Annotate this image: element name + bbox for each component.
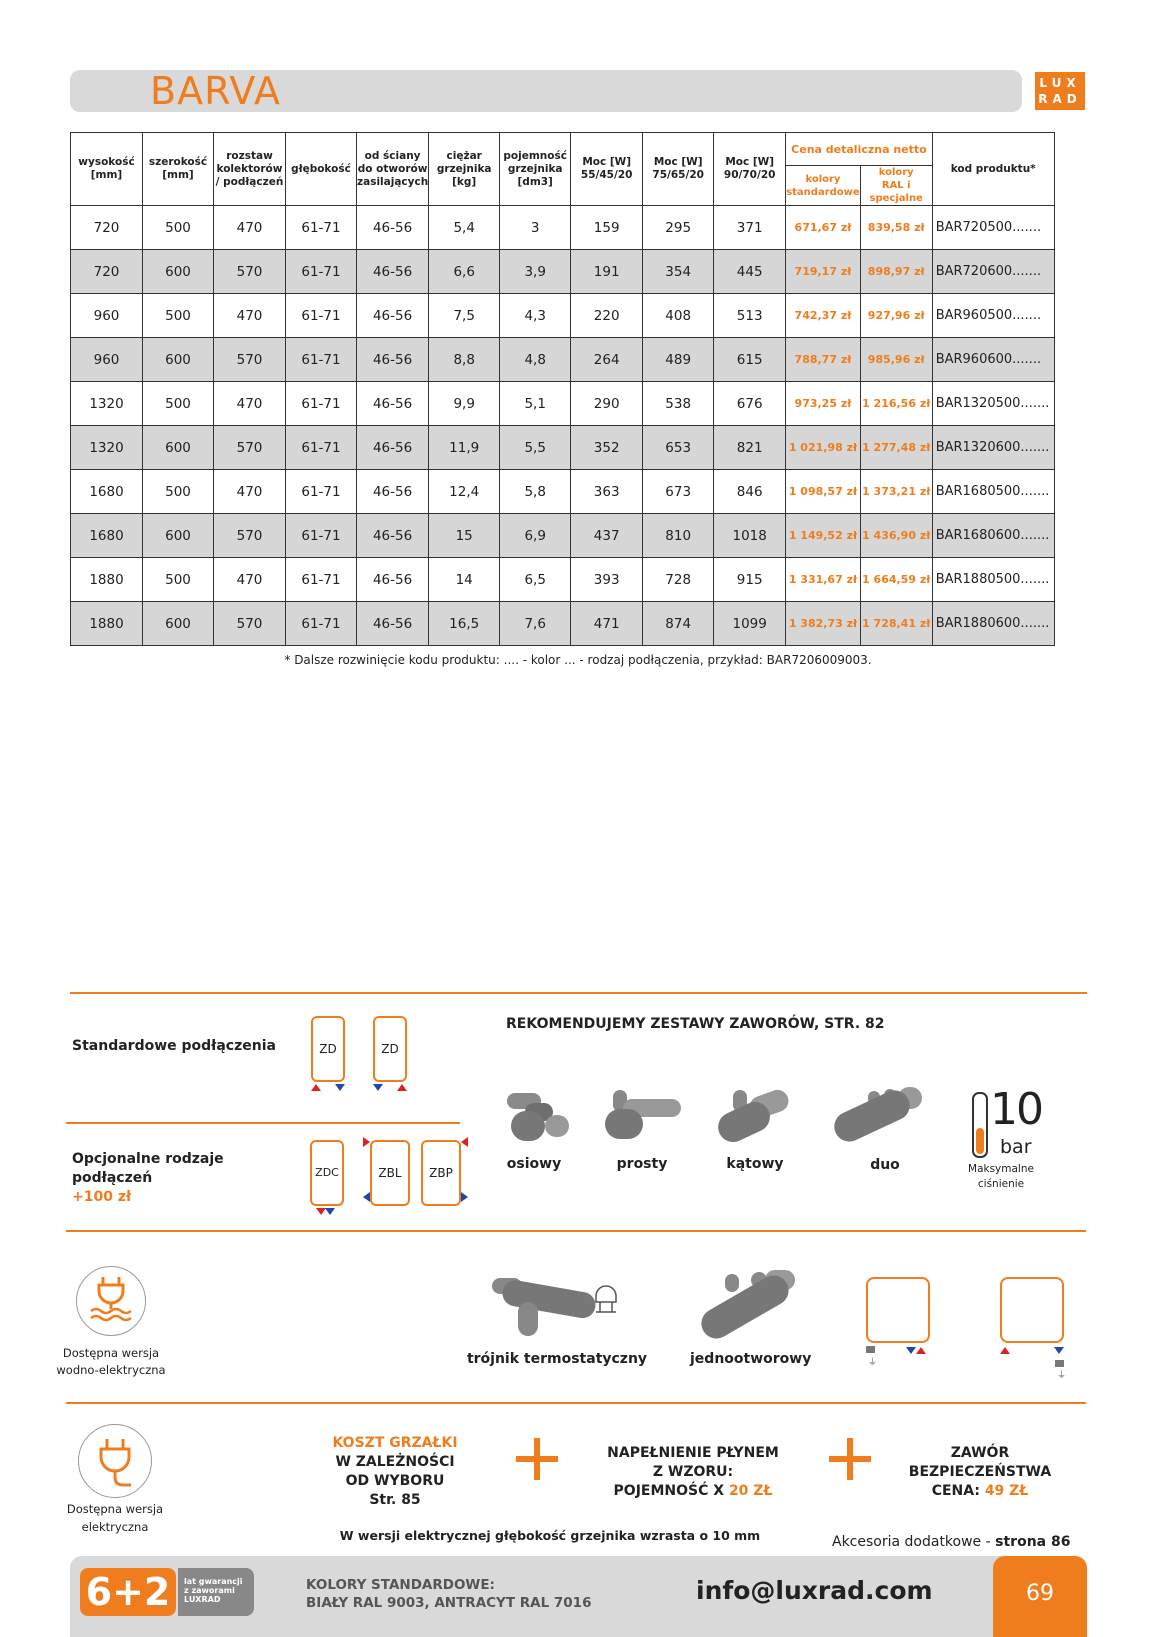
table-cell: 470: [214, 206, 286, 250]
table-cell: 720: [71, 206, 143, 250]
plug-icon: ⏚: [868, 1358, 878, 1368]
heater-icon: [866, 1346, 875, 1353]
table-cell: 570: [214, 426, 286, 470]
valves-title: REKOMENDUJEMY ZESTAWY ZAWORÓW, STR. 82: [506, 1016, 885, 1032]
supply-arrow-icon: [397, 1084, 407, 1091]
supply-arrow-icon: [363, 1137, 370, 1147]
table-cell: 290: [571, 382, 643, 426]
pressure-label: [966, 1162, 1036, 1192]
supply-arrow-icon: [916, 1347, 926, 1354]
table-cell: 874: [643, 602, 714, 646]
col-power-3: Moc [W] 90/70/20: [714, 133, 786, 206]
standard-colors-line1: KOLORY STANDARDOWE:: [306, 1577, 495, 1593]
contact-email[interactable]: info@luxrad.com: [696, 1576, 933, 1605]
plus-icon-v1: [534, 1438, 540, 1480]
logo-bottom: RAD: [1038, 92, 1082, 106]
table-row: [71, 382, 1055, 426]
col-depth: głębokość: [286, 133, 357, 206]
heater-icon: [1055, 1360, 1064, 1367]
optional-connections-label: [72, 1150, 224, 1207]
table-cell: 1018: [714, 514, 786, 558]
table-cell: 46-56: [357, 338, 429, 382]
warranty-text: [178, 1568, 254, 1616]
table-cell: 61-71: [286, 470, 357, 514]
table-cell: 61-71: [286, 514, 357, 558]
return-arrow-icon: [325, 1208, 335, 1215]
product-code-cell: BAR1680600.......: [932, 514, 1054, 558]
return-arrow-icon: [461, 1192, 468, 1202]
table-cell: 5,5: [500, 426, 571, 470]
table-cell: 728: [643, 558, 714, 602]
table-cell: 615: [714, 338, 786, 382]
table-cell: 363: [571, 470, 643, 514]
heater-cost-line4: Str. 85: [369, 1492, 421, 1508]
table-cell: 600: [143, 426, 214, 470]
table-cell: 821: [714, 426, 786, 470]
table-cell: 191: [571, 250, 643, 294]
table-cell: 46-56: [357, 250, 429, 294]
price-cell: 985,96 zł: [860, 338, 932, 382]
table-cell: 46-56: [357, 206, 429, 250]
table-cell: 570: [214, 250, 286, 294]
price-cell: 973,25 zł: [786, 382, 861, 426]
table-cell: 5,4: [429, 206, 500, 250]
table-cell: 61-71: [286, 558, 357, 602]
table-cell: 354: [643, 250, 714, 294]
fill-price: 20 ZŁ: [728, 1483, 773, 1499]
table-cell: 570: [214, 602, 286, 646]
valve-katowy-label: kątowy: [726, 1156, 784, 1172]
table-cell: 6,5: [500, 558, 571, 602]
standard-colors-line2: BIAŁY RAL 9003, ANTRACYT RAL 7016: [306, 1595, 592, 1611]
table-cell: 61-71: [286, 602, 357, 646]
connection-zdc: ZDC: [310, 1140, 344, 1206]
water-electric-line2: wodno-elektryczna: [56, 1363, 166, 1377]
supply-arrow-icon: [311, 1084, 321, 1091]
table-cell: 46-56: [357, 470, 429, 514]
luxrad-logo: [1035, 72, 1085, 110]
return-arrow-icon: [363, 1192, 370, 1202]
radiator-diagram-left: [866, 1277, 930, 1343]
optional-label-line2: podłączeń: [72, 1170, 153, 1186]
col-weight: ciężar grzejnika [kg]: [429, 133, 500, 206]
col-capacity: pojemność grzejnika [dm3]: [500, 133, 571, 206]
depth-note: W wersji elektrycznej głębokość grzejnika wzrasta o 10 mm: [339, 1528, 761, 1543]
price-cell: 898,97 zł: [860, 250, 932, 294]
table-cell: 295: [643, 206, 714, 250]
product-table: [70, 132, 1055, 646]
table-cell: 1880: [71, 558, 143, 602]
product-code-cell: BAR1880500.......: [932, 558, 1054, 602]
table-cell: 1099: [714, 602, 786, 646]
accessories-page[interactable]: strona 86: [995, 1534, 1071, 1550]
table-row: [71, 426, 1055, 470]
warranty-line2: z zaworami: [184, 1586, 235, 1595]
safety-line1: ZAWÓR: [950, 1445, 1010, 1461]
fill-line3: POJEMNOŚĆ X: [613, 1483, 725, 1499]
pressure-unit: bar: [1000, 1136, 1032, 1158]
table-cell: 915: [714, 558, 786, 602]
table-cell: 46-56: [357, 382, 429, 426]
table-cell: 14: [429, 558, 500, 602]
table-cell: 500: [143, 294, 214, 338]
valve-osiowy-label: osiowy: [506, 1156, 562, 1172]
accessories-text: Akcesoria dodatkowe -: [832, 1534, 991, 1550]
table-cell: 12,4: [429, 470, 500, 514]
valve-prosty-label: prosty: [616, 1156, 668, 1172]
table-cell: 1320: [71, 426, 143, 470]
divider: [66, 1402, 1086, 1404]
col-power-1: Moc [W] 55/45/20: [571, 133, 643, 206]
table-cell: 470: [214, 558, 286, 602]
thermostatic-tee-label: trójnik termostatyczny: [466, 1351, 648, 1367]
valve-katowy-icon: [713, 1085, 793, 1145]
product-code-cell: BAR720500.......: [932, 206, 1054, 250]
table-cell: 513: [714, 294, 786, 338]
electric-label: [60, 1500, 170, 1536]
safety-line3: CENA:: [931, 1483, 980, 1499]
table-cell: 437: [571, 514, 643, 558]
return-arrow-icon: [906, 1347, 916, 1354]
price-cell: 1 664,59 zł: [860, 558, 932, 602]
col-power-2: Moc [W] 75/65/20: [643, 133, 714, 206]
table-row: [71, 602, 1055, 646]
table-cell: 6,6: [429, 250, 500, 294]
product-code-cell: BAR1320500.......: [932, 382, 1054, 426]
price-cell: 1 098,57 zł: [786, 470, 861, 514]
table-row: [71, 514, 1055, 558]
table-cell: 471: [571, 602, 643, 646]
pressure-value: 10: [990, 1084, 1042, 1135]
price-cell: 1 373,21 zł: [860, 470, 932, 514]
table-cell: 673: [643, 470, 714, 514]
fill-block: [588, 1444, 798, 1501]
table-cell: 4,3: [500, 294, 571, 338]
optional-label-line1: Opcjonalne rodzaje: [72, 1151, 224, 1167]
table-cell: 500: [143, 382, 214, 426]
price-cell: 1 382,73 zł: [786, 602, 861, 646]
table-cell: 1880: [71, 602, 143, 646]
table-cell: 8,8: [429, 338, 500, 382]
table-cell: 470: [214, 470, 286, 514]
table-cell: 810: [643, 514, 714, 558]
price-cell: 1 149,52 zł: [786, 514, 861, 558]
return-arrow-icon: [373, 1084, 383, 1091]
single-hole-label: jednootworowy: [690, 1351, 812, 1367]
col-price-ral: kolory RAL i specjalne: [860, 166, 932, 206]
plug-icon: ⏚: [1057, 1371, 1067, 1381]
product-code-cell: BAR720600.......: [932, 250, 1054, 294]
col-price-std: kolory standardowe: [786, 166, 861, 206]
price-cell: 788,77 zł: [786, 338, 861, 382]
table-cell: 61-71: [286, 426, 357, 470]
table-footnote: * Dalsze rozwinięcie kodu produktu: .... - kolor ... - rodzaj podłączenia, przykład: BAR7206009003.: [284, 653, 872, 667]
table-cell: 352: [571, 426, 643, 470]
table-cell: 3: [500, 206, 571, 250]
heater-cost-line3: OD WYBORU: [345, 1473, 445, 1489]
table-cell: 61-71: [286, 250, 357, 294]
table-cell: 9,9: [429, 382, 500, 426]
table-row: [71, 338, 1055, 382]
product-code-cell: BAR1880600.......: [932, 602, 1054, 646]
optional-price: +100 zł: [72, 1189, 132, 1205]
table-cell: 46-56: [357, 294, 429, 338]
table-cell: 600: [143, 338, 214, 382]
return-arrow-icon: [335, 1084, 345, 1091]
table-cell: 960: [71, 338, 143, 382]
electric-line1: Dostępna wersja: [66, 1502, 164, 1516]
safety-line2: BEZPIECZEŃSTWA: [908, 1464, 1052, 1480]
accessories-note: [832, 1534, 1070, 1550]
table-cell: 500: [143, 558, 214, 602]
table-cell: 1680: [71, 470, 143, 514]
table-cell: 15: [429, 514, 500, 558]
fill-line1: NAPEŁNIENIE PŁYNEM: [607, 1445, 779, 1461]
page-number: 69: [993, 1556, 1087, 1637]
col-price: Cena detaliczna netto: [786, 133, 933, 166]
table-cell: 720: [71, 250, 143, 294]
table-cell: 4,8: [500, 338, 571, 382]
divider: [66, 1122, 460, 1124]
table-cell: 538: [643, 382, 714, 426]
table-cell: 61-71: [286, 338, 357, 382]
table-cell: 5,8: [500, 470, 571, 514]
water-electric-line1: Dostępna wersja: [62, 1346, 160, 1360]
table-cell: 393: [571, 558, 643, 602]
product-code-cell: BAR960600.......: [932, 338, 1054, 382]
warranty-line3: LUXRAD: [184, 1595, 221, 1604]
table-row: [71, 250, 1055, 294]
table-cell: 6,9: [500, 514, 571, 558]
col-wall: od ściany do otworów zasilających: [357, 133, 429, 206]
table-cell: 960: [71, 294, 143, 338]
price-cell: 839,58 zł: [860, 206, 932, 250]
table-cell: 11,9: [429, 426, 500, 470]
table-cell: 470: [214, 294, 286, 338]
table-cell: 371: [714, 206, 786, 250]
product-code-cell: BAR960500.......: [932, 294, 1054, 338]
electric-line2: elektryczna: [81, 1520, 149, 1534]
table-cell: 61-71: [286, 206, 357, 250]
table-cell: 16,5: [429, 602, 500, 646]
table-cell: 500: [143, 206, 214, 250]
table-row: [71, 558, 1055, 602]
table-row: [71, 294, 1055, 338]
return-arrow-icon: [1054, 1347, 1064, 1354]
col-spacing: rozstaw kolektorów / podłączeń: [214, 133, 286, 206]
table-cell: 470: [214, 382, 286, 426]
radiator-diagram-right: [1000, 1277, 1064, 1343]
valve-osiowy-icon: [505, 1085, 575, 1145]
table-cell: 5,1: [500, 382, 571, 426]
connection-zbl: ZBL: [370, 1140, 410, 1206]
table-cell: 46-56: [357, 602, 429, 646]
pressure-gauge-icon: [972, 1092, 988, 1158]
valve-prosty-icon: [603, 1085, 683, 1145]
price-cell: 1 216,56 zł: [860, 382, 932, 426]
divider: [70, 992, 1087, 994]
table-cell: 220: [571, 294, 643, 338]
heater-cost-line1: KOSZT GRZAŁKI: [332, 1435, 458, 1451]
table-cell: 46-56: [357, 426, 429, 470]
col-width: szerokość [mm]: [143, 133, 214, 206]
fill-line2: Z WZORU:: [652, 1464, 734, 1480]
table-cell: 46-56: [357, 558, 429, 602]
single-hole-valve-icon: [695, 1270, 805, 1340]
logo-top: LUX: [1039, 76, 1081, 90]
table-row: [71, 206, 1055, 250]
valve-duo-icon: [828, 1085, 928, 1145]
price-cell: 1 436,90 zł: [860, 514, 932, 558]
table-cell: 7,5: [429, 294, 500, 338]
col-height: wysokość [mm]: [71, 133, 143, 206]
table-row: [71, 470, 1055, 514]
connection-zd-2: ZD: [373, 1016, 407, 1082]
table-cell: 846: [714, 470, 786, 514]
safety-price: 49 ZŁ: [984, 1483, 1029, 1499]
standard-connections-label: Standardowe podłączenia: [72, 1038, 276, 1054]
table-cell: 653: [643, 426, 714, 470]
price-cell: 719,17 zł: [786, 250, 861, 294]
price-cell: 1 728,41 zł: [860, 602, 932, 646]
heater-cost-block: [330, 1434, 460, 1510]
table-cell: 1320: [71, 382, 143, 426]
warranty-badge: 6+2: [80, 1568, 176, 1616]
safety-valve-block: [900, 1444, 1060, 1501]
standard-colors: [306, 1576, 591, 1612]
pressure-label-line2: ciśnienie: [977, 1178, 1025, 1190]
thermostatic-tee-icon: [488, 1272, 628, 1342]
water-electric-icon: [76, 1266, 146, 1336]
table-cell: 61-71: [286, 382, 357, 426]
table-cell: 408: [643, 294, 714, 338]
table-cell: 46-56: [357, 514, 429, 558]
product-code-cell: BAR1320600.......: [932, 426, 1054, 470]
page-title: BARVA: [150, 69, 281, 113]
heater-cost-line2: W ZALEŻNOŚCI: [335, 1454, 455, 1470]
table-cell: 445: [714, 250, 786, 294]
price-cell: 671,67 zł: [786, 206, 861, 250]
table-cell: 7,6: [500, 602, 571, 646]
plus-icon-v2: [847, 1438, 853, 1480]
price-cell: 927,96 zł: [860, 294, 932, 338]
table-cell: 600: [143, 250, 214, 294]
price-cell: 1 331,67 zł: [786, 558, 861, 602]
price-cell: 1 277,48 zł: [860, 426, 932, 470]
table-cell: 570: [214, 514, 286, 558]
supply-arrow-icon: [461, 1137, 468, 1147]
divider: [66, 1230, 1086, 1232]
table-cell: 570: [214, 338, 286, 382]
table-cell: 489: [643, 338, 714, 382]
connection-zd-1: ZD: [311, 1016, 345, 1082]
pressure-label-line1: Maksymalne: [968, 1163, 1034, 1175]
electric-icon: [78, 1424, 152, 1498]
valve-duo-label: duo: [870, 1157, 900, 1173]
product-code-cell: BAR1680500.......: [932, 470, 1054, 514]
warranty-line1: lat gwarancji: [184, 1577, 243, 1586]
table-cell: 600: [143, 514, 214, 558]
table-cell: 676: [714, 382, 786, 426]
table-cell: 500: [143, 470, 214, 514]
col-code: kod produktu*: [932, 133, 1054, 206]
table-cell: 61-71: [286, 294, 357, 338]
connection-zbp: ZBP: [421, 1140, 461, 1206]
water-electric-label: [52, 1345, 170, 1379]
table-cell: 1680: [71, 514, 143, 558]
table-cell: 264: [571, 338, 643, 382]
table-cell: 600: [143, 602, 214, 646]
table-cell: 159: [571, 206, 643, 250]
table-cell: 3,9: [500, 250, 571, 294]
price-cell: 1 021,98 zł: [786, 426, 861, 470]
price-cell: 742,37 zł: [786, 294, 861, 338]
supply-arrow-icon: [1000, 1347, 1010, 1354]
